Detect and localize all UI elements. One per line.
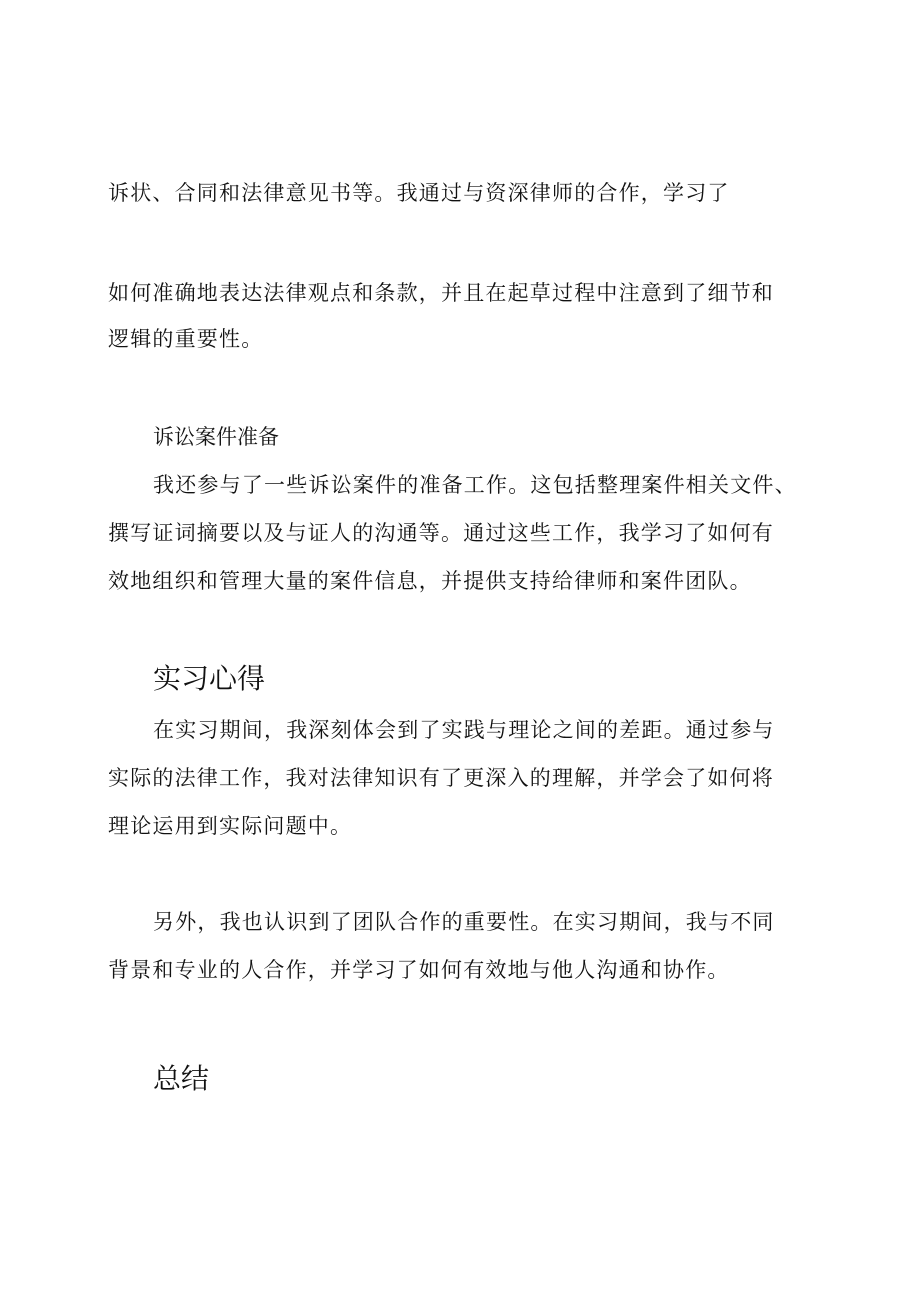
section-heading: 总结 (153, 1062, 210, 1095)
paragraph-line: 我还参与了一些诉讼案件的准备工作。这包括整理案件相关文件、 (153, 473, 797, 497)
paragraph-line: 撰写证词摘要以及与证人的沟通等。通过这些工作，我学习了如何有 (108, 521, 774, 545)
paragraph-line: 在实习期间，我深刻体会到了实践与理论之间的差距。通过参与 (153, 718, 775, 742)
paragraph-line: 如何准确地表达法律观点和条款，并且在起草过程中注意到了细节和 (108, 281, 774, 305)
paragraph-line: 另外，我也认识到了团队合作的重要性。在实习期间，我与不同 (153, 910, 775, 934)
section-heading: 实习心得 (153, 662, 266, 695)
paragraph-line: 效地组织和管理大量的案件信息，并提供支持给律师和案件团队。 (108, 569, 752, 593)
paragraph-line: 背景和专业的人合作，并学习了如何有效地与他人沟通和协作。 (108, 958, 730, 982)
paragraph-line: 理论运用到实际问题中。 (108, 814, 353, 838)
paragraph-line: 诉状、合同和法律意见书等。我通过与资深律师的合作，学习了 (108, 181, 730, 205)
paragraph-line: 实际的法律工作，我对法律知识有了更深入的理解，并学会了如何将 (108, 766, 774, 790)
paragraph-line: 逻辑的重要性。 (108, 327, 264, 351)
section-subheading: 诉讼案件准备 (153, 425, 279, 449)
